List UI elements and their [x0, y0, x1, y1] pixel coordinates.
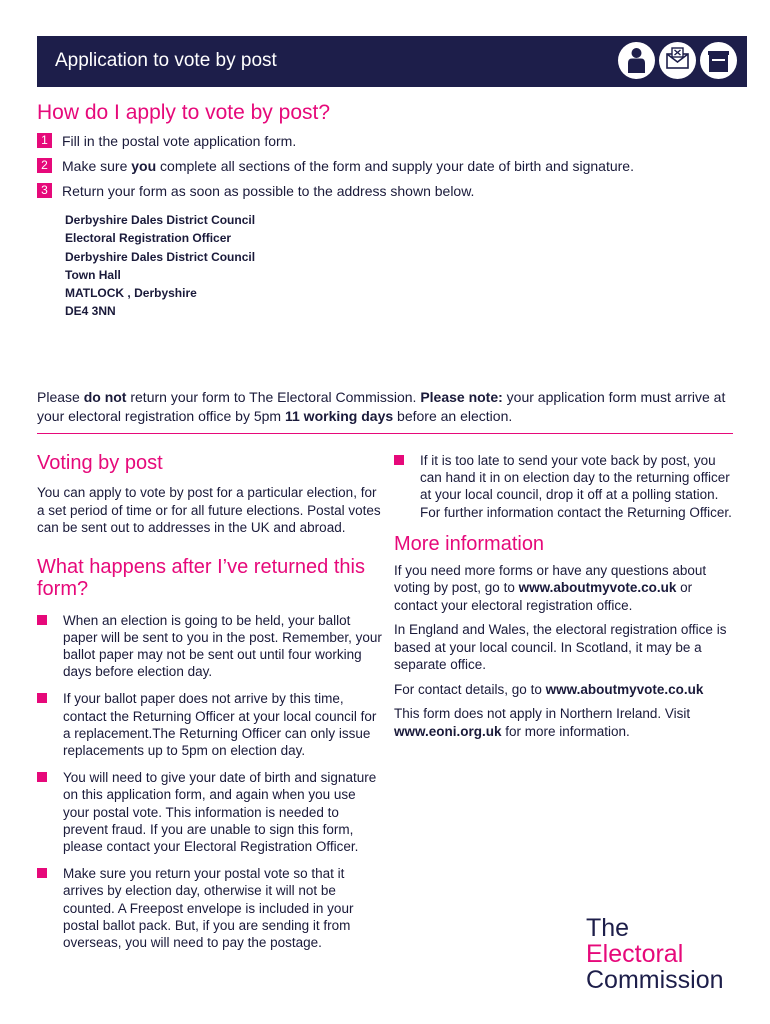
- step-number: 3: [37, 183, 52, 198]
- ballot-box-icon: [700, 42, 737, 79]
- notice-text: return your form to The Electoral Commission.: [126, 389, 421, 405]
- step-text-bold: you: [131, 157, 157, 174]
- apply-heading: How do I apply to vote by post?: [37, 101, 331, 124]
- notice-text: before an election.: [393, 408, 513, 424]
- bullet-square: [394, 455, 404, 465]
- step-text: Fill in the postal vote application form.: [62, 132, 297, 149]
- notice-bold: 11 working days: [284, 408, 394, 424]
- steps-list: [37, 128, 634, 203]
- address-line: Derbyshire Dales District Council: [65, 213, 256, 227]
- more-paragraph: In England and Wales, the electoral registration office is based at your local council. In Scotland, it may be a separate office.: [394, 622, 727, 673]
- section-divider: [37, 433, 733, 434]
- address-line: MATLOCK , Derbyshire: [65, 286, 197, 301]
- address-line: DE4 3NN: [65, 304, 116, 319]
- after-heading: What happens after I’ve returned this form?: [37, 555, 365, 600]
- more-text: or contact your electoral registration office.: [394, 580, 693, 613]
- header-icons: [618, 42, 737, 79]
- step-number: 1: [37, 133, 52, 148]
- address-line: Town Hall: [65, 267, 121, 282]
- late-bullet-list: [394, 452, 739, 521]
- bullet-text: If it is too late to send your vote back by post, you can hand it in on election day to the returning officer at your local council, drop it off at a polling station. For further information contact the Returning Officer.: [420, 453, 732, 520]
- bullet-text: Make sure you return your postal vote so that it arrives by election day, otherwise it will not be counted. A Freepost envelope is included in your postal ballot pack. But, if you are sending it from overseas, you will need to pay the postage.: [63, 866, 354, 950]
- voting-body: You can apply to vote by post for a particular election, for a set period of time or for all future elections. Postal votes can be sent out to addresses in the UK and abroad.: [37, 485, 381, 535]
- logo-line: Commission: [586, 966, 724, 994]
- postal-ballot-icon: [659, 42, 696, 79]
- step-item: [37, 178, 634, 203]
- step-text: [62, 158, 634, 174]
- notice-text: your application form must arrive at your electoral registration office by 5pm: [37, 389, 726, 424]
- right-column: [394, 452, 739, 740]
- page-header: [37, 36, 747, 87]
- return-notice: [37, 388, 737, 426]
- header-title: Application to vote by post: [55, 50, 277, 71]
- address-line: Derbyshire Dales District Council: [65, 249, 256, 264]
- step-item: [37, 153, 634, 178]
- notice-text: Please: [37, 389, 84, 405]
- bullet-text: If your ballot paper does not arrive by this time, contact the Returning Officer at your local council for a replacement.The Returning Officer can only issue replacements up to 5pm on election day.: [63, 691, 377, 758]
- more-text: This form does not apply in Northern Ireland. Visit: [394, 706, 691, 722]
- step-text-pre: Make sure: [62, 157, 132, 174]
- address-line: Electoral Registration Officer: [65, 231, 232, 246]
- return-address: [65, 211, 255, 321]
- electoral-commission-logo: [586, 915, 724, 993]
- more-text: For contact details, go to: [394, 681, 546, 697]
- more-text: If you need more forms or have any questions about voting by post, go to: [394, 562, 707, 596]
- logo-line: The: [586, 914, 630, 942]
- bullet-text: You will need to give your date of birth and signature on this application form, and again when you use your postal vote. This information is needed to prevent fraud. If you are unable to sign this form, please contact your Electoral Registration Officer.: [63, 770, 377, 854]
- aboutmyvote-link[interactable]: www.aboutmyvote.co.uk: [518, 580, 677, 596]
- aboutmyvote-link[interactable]: www.aboutmyvote.co.uk: [545, 681, 704, 697]
- step-text-post: complete all sections of the form and supply your date of birth and signature.: [156, 157, 634, 174]
- bullet-square: [37, 772, 47, 782]
- more-text: for more information.: [501, 723, 630, 739]
- eoni-link[interactable]: www.eoni.org.uk: [394, 723, 502, 739]
- voter-icon: [618, 42, 655, 79]
- left-column: [37, 452, 382, 961]
- notice-bold: do not: [83, 389, 127, 405]
- step-number: 2: [37, 158, 52, 173]
- voting-heading: Voting by post: [37, 452, 163, 474]
- more-paragraph: [394, 705, 739, 740]
- more-paragraph: [394, 562, 739, 615]
- step-item: [37, 128, 634, 153]
- list-item: [37, 865, 382, 951]
- more-heading: More information: [394, 532, 545, 555]
- logo-line: Electoral: [586, 940, 684, 968]
- list-item: [394, 452, 739, 521]
- bullet-square: [37, 868, 47, 878]
- more-paragraph: [394, 681, 739, 699]
- after-bullets: [37, 612, 382, 952]
- list-item: [37, 612, 382, 681]
- bullet-text: When an election is going to be held, your ballot paper will be sent to you in the post. Remember, your ballot paper may not be sent out until four working days before election day.: [63, 612, 382, 680]
- bullet-square: [37, 693, 47, 703]
- list-item: [37, 690, 382, 759]
- bullet-square: [37, 615, 47, 625]
- step-text: Return your form as soon as possible to the address shown below.: [62, 182, 475, 199]
- notice-bold: Please note:: [420, 389, 503, 405]
- list-item: [37, 769, 382, 855]
